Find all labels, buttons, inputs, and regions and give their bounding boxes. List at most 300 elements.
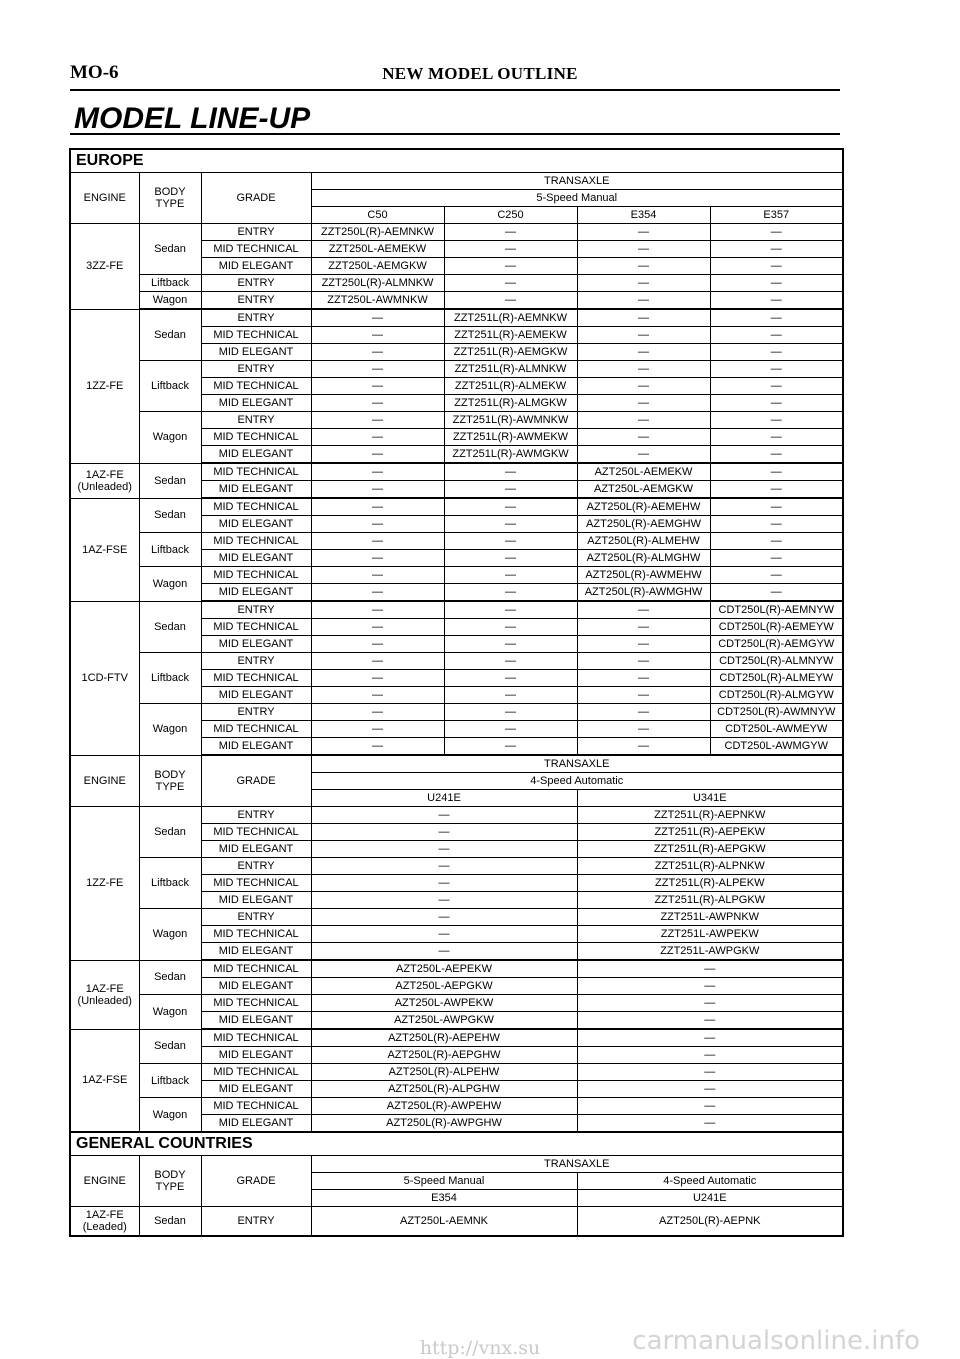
- model-code-cell: —: [444, 738, 577, 756]
- model-code-cell: —: [577, 1115, 843, 1133]
- model-code-cell: AZT250L(R)-AEPNK: [577, 1207, 843, 1237]
- model-code-cell: —: [444, 498, 577, 516]
- transaxle-code: U241E: [311, 790, 577, 807]
- engine-cell: 1CD-FTV: [70, 601, 139, 755]
- engine-cell: 3ZZ-FE: [70, 224, 139, 310]
- model-code-cell: —: [311, 704, 444, 721]
- grade-cell: MID ELEGANT: [201, 481, 311, 499]
- model-code-cell: ZZT250L(R)-AEMNKW: [311, 224, 444, 241]
- grade-cell: ENTRY: [201, 858, 311, 875]
- model-code-cell: —: [710, 533, 843, 550]
- grade-cell: MID ELEGANT: [201, 892, 311, 909]
- model-code-cell: —: [444, 687, 577, 704]
- model-row: [70, 1029, 843, 1047]
- model-code-cell: AZT250L(R)-AEMEHW: [577, 498, 710, 516]
- body-type-cell: Sedan: [139, 601, 201, 653]
- model-code-cell: CDT250L(R)-ALMNYW: [710, 653, 843, 670]
- model-lineup-table: [69, 148, 844, 1237]
- grade-cell: MID TECHNICAL: [201, 429, 311, 446]
- body-type-cell: Wagon: [139, 412, 201, 464]
- model-code-cell: —: [577, 1012, 843, 1030]
- model-code-cell: —: [577, 960, 843, 978]
- model-code-cell: AZT250L(R)-ALPGHW: [311, 1081, 577, 1098]
- grade-cell: MID TECHNICAL: [201, 824, 311, 841]
- model-code-cell: —: [577, 704, 710, 721]
- engine-header: ENGINE: [70, 173, 139, 224]
- model-code-cell: AZT250L(R)-ALMGHW: [577, 550, 710, 567]
- model-code-cell: —: [444, 481, 577, 499]
- grade-cell: ENTRY: [201, 275, 311, 292]
- grade-cell: MID TECHNICAL: [201, 241, 311, 258]
- model-code-cell: —: [311, 327, 444, 344]
- engine-header: ENGINE: [70, 1156, 139, 1207]
- model-code-cell: —: [710, 463, 843, 481]
- body-type-cell: Wagon: [139, 909, 201, 961]
- model-code-cell: —: [444, 292, 577, 310]
- body-type-header: BODY TYPE: [139, 173, 201, 224]
- grade-cell: ENTRY: [201, 1207, 311, 1237]
- engine-cell: 1AZ-FE (Unleaded): [70, 463, 139, 498]
- model-code-cell: —: [444, 550, 577, 567]
- model-code-cell: AZT250L(R)-AWMEHW: [577, 567, 710, 584]
- model-code-cell: ZZT251L(R)-AEMNKW: [444, 309, 577, 327]
- model-code-cell: —: [710, 344, 843, 361]
- grade-cell: MID ELEGANT: [201, 1081, 311, 1098]
- model-code-cell: ZZT251L-AWPGKW: [577, 943, 843, 961]
- model-code-cell: AZT250L(R)-ALMEHW: [577, 533, 710, 550]
- body-type-cell: Sedan: [139, 1207, 201, 1237]
- model-row: [70, 275, 843, 292]
- grade-cell: MID ELEGANT: [201, 446, 311, 464]
- body-type-cell: Sedan: [139, 309, 201, 361]
- model-code-cell: —: [311, 670, 444, 687]
- grade-cell: MID ELEGANT: [201, 395, 311, 412]
- body-type-header: BODY TYPE: [139, 1156, 201, 1207]
- model-code-cell: —: [710, 567, 843, 584]
- model-code-cell: —: [577, 429, 710, 446]
- model-code-cell: CDT250L(R)-AEMNYW: [710, 601, 843, 619]
- model-code-cell: —: [710, 378, 843, 395]
- model-code-cell: CDT250L(R)-AEMGYW: [710, 636, 843, 653]
- model-code-cell: —: [710, 224, 843, 241]
- model-code-cell: —: [444, 601, 577, 619]
- model-row: [70, 601, 843, 619]
- model-code-cell: ZZT251L-AWPEKW: [577, 926, 843, 943]
- grade-cell: MID ELEGANT: [201, 344, 311, 361]
- model-code-cell: —: [577, 619, 710, 636]
- model-code-cell: AZT250L-AEPGKW: [311, 978, 577, 995]
- model-code-cell: —: [311, 601, 444, 619]
- model-code-cell: —: [577, 258, 710, 275]
- grade-cell: MID TECHNICAL: [201, 926, 311, 943]
- model-code-cell: —: [444, 584, 577, 602]
- engine-cell: 1AZ-FE (Unleaded): [70, 960, 139, 1029]
- model-code-cell: —: [444, 533, 577, 550]
- header-divider: [70, 89, 840, 91]
- model-code-cell: —: [577, 653, 710, 670]
- transaxle-type: 5-Speed Manual: [311, 190, 843, 207]
- grade-cell: MID TECHNICAL: [201, 670, 311, 687]
- model-code-cell: —: [710, 241, 843, 258]
- transaxle-code: U341E: [577, 790, 843, 807]
- model-code-cell: AZT250L(R)-AEMGHW: [577, 516, 710, 533]
- transaxle-type: 5-Speed Manual: [311, 1173, 577, 1190]
- grade-cell: MID TECHNICAL: [201, 533, 311, 550]
- grade-cell: MID ELEGANT: [201, 636, 311, 653]
- model-row: [70, 909, 843, 926]
- grade-cell: ENTRY: [201, 224, 311, 241]
- grade-cell: MID TECHNICAL: [201, 721, 311, 738]
- model-code-cell: —: [311, 378, 444, 395]
- engine-header: ENGINE: [70, 755, 139, 807]
- model-code-cell: —: [577, 275, 710, 292]
- grade-cell: MID TECHNICAL: [201, 875, 311, 892]
- model-code-cell: —: [444, 619, 577, 636]
- model-code-cell: —: [577, 224, 710, 241]
- model-code-cell: —: [311, 412, 444, 429]
- model-code-cell: —: [444, 567, 577, 584]
- grade-cell: MID TECHNICAL: [201, 463, 311, 481]
- body-type-cell: Liftback: [139, 361, 201, 412]
- grade-cell: MID TECHNICAL: [201, 1029, 311, 1047]
- model-code-cell: —: [444, 275, 577, 292]
- model-code-cell: ZZT250L-AWMNKW: [311, 292, 444, 310]
- grade-cell: MID TECHNICAL: [201, 378, 311, 395]
- grade-cell: MID ELEGANT: [201, 1047, 311, 1064]
- model-row: [70, 309, 843, 327]
- model-code-cell: —: [311, 567, 444, 584]
- model-code-cell: —: [577, 995, 843, 1012]
- body-type-cell: Liftback: [139, 533, 201, 567]
- model-code-cell: —: [311, 344, 444, 361]
- model-code-cell: —: [577, 670, 710, 687]
- grade-cell: MID ELEGANT: [201, 738, 311, 756]
- body-type-cell: Liftback: [139, 858, 201, 909]
- model-code-cell: —: [710, 584, 843, 602]
- body-type-cell: Sedan: [139, 224, 201, 275]
- model-code-cell: AZT250L(R)-ALPEHW: [311, 1064, 577, 1081]
- grade-cell: MID ELEGANT: [201, 687, 311, 704]
- model-row: [70, 292, 843, 310]
- model-code-cell: —: [710, 446, 843, 464]
- model-code-cell: —: [577, 309, 710, 327]
- model-row: [70, 224, 843, 241]
- grade-header: GRADE: [201, 173, 311, 224]
- model-code-cell: AZT250L(R)-AEPEHW: [311, 1029, 577, 1047]
- grade-cell: ENTRY: [201, 309, 311, 327]
- model-code-cell: —: [311, 533, 444, 550]
- header-row: [70, 173, 843, 190]
- model-row: [70, 653, 843, 670]
- model-code-cell: AZT250L-AWPGKW: [311, 1012, 577, 1030]
- model-code-cell: ZZT251L(R)-AWMEKW: [444, 429, 577, 446]
- page-number: MO-6: [70, 62, 119, 83]
- model-code-cell: ZZT251L(R)-ALMGKW: [444, 395, 577, 412]
- model-code-cell: ZZT251L(R)-ALMEKW: [444, 378, 577, 395]
- model-code-cell: ZZT251L-AWPNKW: [577, 909, 843, 926]
- model-code-cell: —: [710, 292, 843, 310]
- model-code-cell: ZZT251L(R)-AEPGKW: [577, 841, 843, 858]
- model-code-cell: —: [311, 653, 444, 670]
- transaxle-header: TRANSAXLE: [311, 1156, 843, 1173]
- model-row: [70, 995, 843, 1012]
- grade-cell: MID ELEGANT: [201, 550, 311, 567]
- region-row: [70, 149, 843, 173]
- model-code-cell: —: [577, 241, 710, 258]
- model-code-cell: ZZT251L(R)-ALPNKW: [577, 858, 843, 875]
- model-code-cell: —: [311, 807, 577, 824]
- model-code-cell: —: [444, 670, 577, 687]
- grade-cell: MID ELEGANT: [201, 943, 311, 961]
- model-code-cell: —: [577, 344, 710, 361]
- model-row: [70, 463, 843, 481]
- model-code-cell: —: [311, 875, 577, 892]
- model-code-cell: —: [577, 1081, 843, 1098]
- model-code-cell: —: [311, 446, 444, 464]
- model-code-cell: ZZT251L(R)-AEPEKW: [577, 824, 843, 841]
- model-row: [70, 498, 843, 516]
- grade-cell: MID ELEGANT: [201, 516, 311, 533]
- model-code-cell: —: [311, 841, 577, 858]
- model-code-cell: ZZT251L(R)-AEMEKW: [444, 327, 577, 344]
- model-row: [70, 1207, 843, 1237]
- model-row: [70, 858, 843, 875]
- model-code-cell: —: [444, 224, 577, 241]
- body-type-cell: Sedan: [139, 807, 201, 858]
- model-code-cell: CDT250L(R)-AEMEYW: [710, 619, 843, 636]
- model-code-cell: —: [710, 361, 843, 378]
- grade-cell: MID ELEGANT: [201, 584, 311, 602]
- engine-cell: 1AZ-FE (Leaded): [70, 1207, 139, 1237]
- model-row: [70, 567, 843, 584]
- model-code-cell: AZT250L(R)-AWPGHW: [311, 1115, 577, 1133]
- model-code-cell: —: [311, 892, 577, 909]
- model-code-cell: ZZT250L-AEMEKW: [311, 241, 444, 258]
- model-code-cell: ZZT251L(R)-ALMNKW: [444, 361, 577, 378]
- model-code-cell: AZT250L(R)-AWPEHW: [311, 1098, 577, 1115]
- model-code-cell: —: [577, 412, 710, 429]
- model-code-cell: ZZT251L(R)-AWMNKW: [444, 412, 577, 429]
- body-type-cell: Wagon: [139, 995, 201, 1030]
- model-code-cell: CDT250L(R)-ALMGYW: [710, 687, 843, 704]
- grade-cell: ENTRY: [201, 653, 311, 670]
- model-row: [70, 704, 843, 721]
- model-code-cell: —: [311, 395, 444, 412]
- model-code-cell: —: [577, 292, 710, 310]
- model-code-cell: —: [577, 361, 710, 378]
- model-code-cell: —: [577, 1064, 843, 1081]
- grade-cell: ENTRY: [201, 361, 311, 378]
- model-code-cell: —: [444, 516, 577, 533]
- model-code-cell: —: [311, 858, 577, 875]
- model-code-cell: —: [710, 258, 843, 275]
- model-code-cell: —: [444, 241, 577, 258]
- model-code-cell: —: [311, 516, 444, 533]
- transaxle-code: E354: [577, 207, 710, 224]
- grade-cell: MID ELEGANT: [201, 1012, 311, 1030]
- body-type-cell: Wagon: [139, 292, 201, 310]
- model-code-cell: CDT250L(R)-ALMEYW: [710, 670, 843, 687]
- model-code-cell: —: [311, 687, 444, 704]
- model-code-cell: —: [710, 481, 843, 499]
- model-code-cell: —: [710, 309, 843, 327]
- grade-cell: MID TECHNICAL: [201, 1098, 311, 1115]
- model-code-cell: —: [311, 619, 444, 636]
- body-type-cell: Sedan: [139, 498, 201, 533]
- region-title: EUROPE: [70, 149, 843, 173]
- model-code-cell: AZT250L-AEPEKW: [311, 960, 577, 978]
- model-row: [70, 1098, 843, 1115]
- grade-cell: ENTRY: [201, 704, 311, 721]
- watermark-brand: carmanualsonline.info: [632, 1326, 920, 1356]
- model-code-cell: —: [311, 943, 577, 961]
- model-code-cell: —: [577, 687, 710, 704]
- body-type-cell: Wagon: [139, 704, 201, 756]
- body-type-cell: Sedan: [139, 1029, 201, 1064]
- model-code-cell: AZT250L(R)-AWMGHW: [577, 584, 710, 602]
- watermark-url: http://vnx.su: [419, 1337, 541, 1359]
- model-code-cell: CDT250L-AWMEYW: [710, 721, 843, 738]
- grade-cell: MID TECHNICAL: [201, 619, 311, 636]
- model-code-cell: —: [311, 550, 444, 567]
- model-code-cell: —: [710, 327, 843, 344]
- model-code-cell: —: [577, 1098, 843, 1115]
- model-row: [70, 533, 843, 550]
- grade-cell: ENTRY: [201, 292, 311, 310]
- body-type-cell: Wagon: [139, 1098, 201, 1133]
- grade-cell: MID TECHNICAL: [201, 567, 311, 584]
- region-title: GENERAL COUNTRIES: [70, 1132, 843, 1156]
- model-code-cell: —: [444, 463, 577, 481]
- engine-cell: 1AZ-FSE: [70, 498, 139, 601]
- model-code-cell: —: [577, 395, 710, 412]
- grade-cell: MID TECHNICAL: [201, 995, 311, 1012]
- grade-cell: MID ELEGANT: [201, 1115, 311, 1133]
- model-code-cell: —: [311, 429, 444, 446]
- engine-cell: 1AZ-FSE: [70, 1029, 139, 1132]
- model-code-cell: ZZT251L(R)-ALPEKW: [577, 875, 843, 892]
- model-code-cell: —: [311, 309, 444, 327]
- grade-cell: MID TECHNICAL: [201, 327, 311, 344]
- model-code-cell: —: [311, 824, 577, 841]
- model-code-cell: —: [710, 516, 843, 533]
- model-code-cell: —: [444, 636, 577, 653]
- engine-cell: 1ZZ-FE: [70, 807, 139, 961]
- model-code-cell: —: [710, 498, 843, 516]
- model-code-cell: ZZT251L(R)-AEMGKW: [444, 344, 577, 361]
- transaxle-header: TRANSAXLE: [311, 173, 843, 190]
- model-code-cell: —: [444, 258, 577, 275]
- transaxle-code: C250: [444, 207, 577, 224]
- model-code-cell: —: [444, 653, 577, 670]
- model-row: [70, 412, 843, 429]
- model-code-cell: —: [710, 275, 843, 292]
- model-code-cell: —: [577, 978, 843, 995]
- grade-cell: MID TECHNICAL: [201, 1064, 311, 1081]
- body-type-cell: Liftback: [139, 275, 201, 292]
- model-code-cell: —: [577, 601, 710, 619]
- grade-cell: ENTRY: [201, 412, 311, 429]
- transaxle-code: E354: [311, 1190, 577, 1207]
- grade-cell: ENTRY: [201, 807, 311, 824]
- model-code-cell: AZT250L-AEMGKW: [577, 481, 710, 499]
- model-code-cell: —: [577, 738, 710, 756]
- model-code-cell: ZZT251L(R)-AEPNKW: [577, 807, 843, 824]
- body-type-header: BODY TYPE: [139, 755, 201, 807]
- model-code-cell: —: [444, 721, 577, 738]
- model-code-cell: —: [311, 926, 577, 943]
- model-row: [70, 361, 843, 378]
- model-code-cell: —: [311, 481, 444, 499]
- header-row: [70, 755, 843, 773]
- model-code-cell: —: [311, 909, 577, 926]
- model-code-cell: AZT250L-AEMNK: [311, 1207, 577, 1237]
- grade-cell: ENTRY: [201, 909, 311, 926]
- model-code-cell: —: [577, 378, 710, 395]
- model-code-cell: ZZT250L(R)-ALMNKW: [311, 275, 444, 292]
- model-code-cell: ZZT251L(R)-AWMGKW: [444, 446, 577, 464]
- grade-header: GRADE: [201, 1156, 311, 1207]
- section-title: NEW MODEL OUTLINE: [382, 64, 578, 83]
- engine-cell: 1ZZ-FE: [70, 309, 139, 463]
- grade-header: GRADE: [201, 755, 311, 807]
- model-code-cell: AZT250L(R)-AEPGHW: [311, 1047, 577, 1064]
- model-code-cell: —: [577, 721, 710, 738]
- transaxle-type: 4-Speed Automatic: [577, 1173, 843, 1190]
- body-type-cell: Wagon: [139, 567, 201, 602]
- model-code-cell: —: [577, 446, 710, 464]
- model-code-cell: —: [577, 327, 710, 344]
- grade-cell: MID TECHNICAL: [201, 960, 311, 978]
- model-row: [70, 807, 843, 824]
- grade-cell: MID ELEGANT: [201, 841, 311, 858]
- model-code-cell: —: [710, 395, 843, 412]
- model-code-cell: AZT250L-AWPEKW: [311, 995, 577, 1012]
- transaxle-code: E357: [710, 207, 843, 224]
- grade-cell: MID TECHNICAL: [201, 498, 311, 516]
- grade-cell: MID ELEGANT: [201, 978, 311, 995]
- model-code-cell: —: [444, 704, 577, 721]
- model-code-cell: —: [577, 636, 710, 653]
- model-code-cell: —: [710, 412, 843, 429]
- model-code-cell: AZT250L-AEMEKW: [577, 463, 710, 481]
- transaxle-type: 4-Speed Automatic: [311, 773, 843, 790]
- body-type-cell: Liftback: [139, 1064, 201, 1098]
- model-code-cell: —: [311, 584, 444, 602]
- model-code-cell: —: [311, 738, 444, 756]
- page-title: MODEL LINE-UP: [74, 102, 311, 135]
- model-code-cell: —: [311, 463, 444, 481]
- model-code-cell: —: [311, 636, 444, 653]
- transaxle-header: TRANSAXLE: [311, 755, 843, 773]
- model-code-cell: —: [311, 721, 444, 738]
- model-row: [70, 960, 843, 978]
- header-row: [70, 1156, 843, 1173]
- title-divider: [70, 133, 840, 135]
- model-code-cell: —: [577, 1047, 843, 1064]
- model-row: [70, 1064, 843, 1081]
- grade-cell: MID ELEGANT: [201, 258, 311, 275]
- transaxle-code: C50: [311, 207, 444, 224]
- body-type-cell: Sedan: [139, 960, 201, 995]
- body-type-cell: Liftback: [139, 653, 201, 704]
- model-code-cell: —: [710, 429, 843, 446]
- grade-cell: ENTRY: [201, 601, 311, 619]
- model-code-cell: —: [311, 498, 444, 516]
- model-code-cell: —: [577, 1029, 843, 1047]
- body-type-cell: Sedan: [139, 463, 201, 498]
- model-code-cell: ZZT250L-AEMGKW: [311, 258, 444, 275]
